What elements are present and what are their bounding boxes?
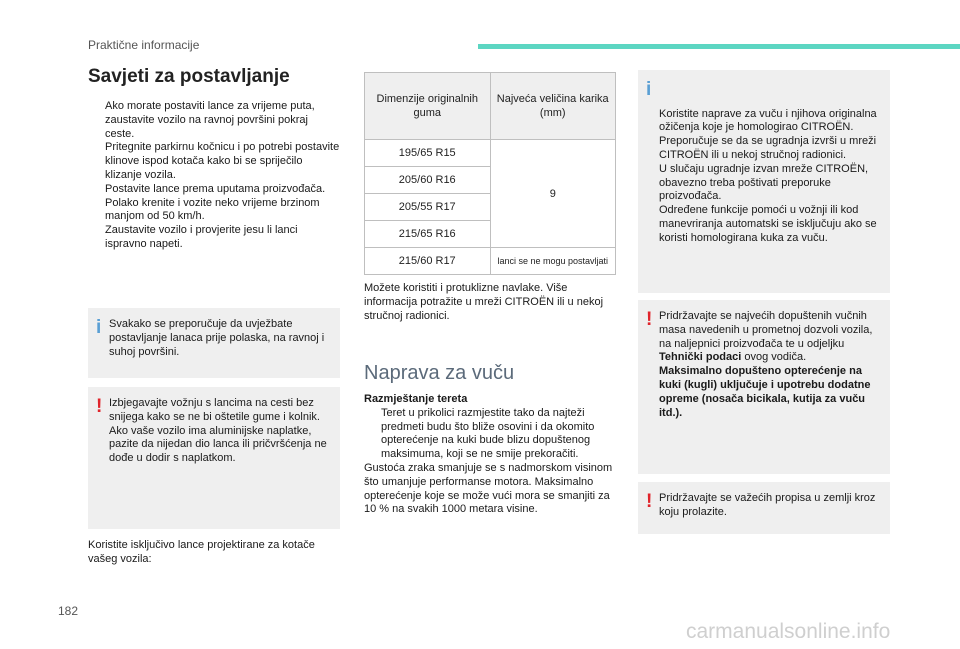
table-row bbox=[365, 140, 616, 167]
watermark: carmanualsonline.info bbox=[686, 620, 891, 643]
tow-section bbox=[364, 393, 620, 517]
snow-sock-note: Možete koristiti i protuklizne navlake. Više informacija potražite u mreži CITROËN ili u nekoj stručnoj radionici. bbox=[364, 282, 604, 322]
link-size-cell: 9 bbox=[490, 140, 616, 248]
table-header-row bbox=[365, 73, 616, 140]
info-box-practice: i Svakako se preporučuje da uvježbate postavljanje lanaca prije polaska, na ravnoj i suhoj površini. bbox=[88, 308, 340, 378]
info-icon: i bbox=[646, 79, 652, 100]
warning-box-chains: ! Izbjegavajte vožnju s lancima na cesti bez snijega kako se ne bi oštetile gume i kolnik. Ako vaše vozilo ima aluminijske naplatke, pazite da nijedan dio lanca ili pričvršćenja ne dođe u dodir s naplatkom. bbox=[88, 387, 340, 529]
list-item: Ako morate postaviti lance za vrijeme puta, zaustavite vozilo na ravnoj površini pokraj ceste. bbox=[105, 100, 315, 140]
header-accent-bar bbox=[478, 44, 960, 49]
tire-size-cell: 195/65 R15 bbox=[365, 140, 491, 167]
tire-size-cell: 215/60 R17 bbox=[365, 248, 491, 275]
list-item: Teret u prikolici razmjestite tako da najteži predmeti budu što bliže osovini i da okomito opterećenje na kuki bude blizu dopuštenog maksimuma, koji se ne smije prekoračiti. bbox=[381, 406, 595, 461]
tire-size-cell: 215/65 R16 bbox=[365, 221, 491, 248]
column-header-link-size: Najveća veličina karika (mm) bbox=[490, 73, 616, 140]
tire-chain-table bbox=[364, 72, 616, 275]
page-title: Savjeti za postavljanje bbox=[88, 66, 290, 87]
section-label: Praktične informacije bbox=[88, 38, 200, 52]
warning-icon: ! bbox=[646, 309, 653, 330]
table-row bbox=[365, 248, 616, 275]
tow-altitude-text: Gustoća zraka smanjuje se s nadmorskom visinom što umanjuje performanse motora. Maksimalno opterećenje koje se može vući mora se smanjiti za 10 % na svakih 1000 metara visine. bbox=[364, 461, 613, 516]
installation-tips-list bbox=[88, 100, 340, 252]
tire-size-cell: 205/60 R16 bbox=[365, 167, 491, 194]
technical-data-ref: Tehnički podaci bbox=[659, 351, 742, 364]
warning-box-towing-mass: ! Pridržavajte se najvećih dopuštenih vučnih masa navedenih u prometnoj dozvoli vozila, na naljepnici proizvođača te u odjeljku Tehnički podaci ovog vodiča. Maksimalno dopušteno opterećenje na kuki (kugli) uključuje i upotrebu dodatne opreme (nosača bicikala, kutija za vuču itd.). bbox=[638, 300, 890, 474]
list-item: Zaustavite vozilo i provjerite jesu li lanci ispravno napeti. bbox=[105, 224, 298, 250]
tow-subtitle: Razmještanje tereta bbox=[364, 393, 468, 405]
info-box-towbar: i Koristite naprave za vuču i njihova originalna ožičenja koje je homologirao CITROËN. Preporučuje se da se ugradnja izvrši u mreži CITROËN ili u nekoj stručnoj radionici. U slučaju ugradnje izvan mreže CITROËN, obavezno treba poštivati preporuke proizvođača. Određene funkcije pomoći u vožnji ili kod manevriranja automatski se isključuju ako se koristi homologirana kuka za vuču. bbox=[638, 70, 890, 293]
chains-note: Koristite isključivo lance projektirane za kotače vašeg vozila: bbox=[88, 539, 315, 565]
link-size-cell: lanci se ne mogu postavljati bbox=[490, 248, 616, 275]
warning-box-regulations: ! Pridržavajte se važećih propisa u zemlji kroz koju prolazite. bbox=[638, 482, 890, 534]
tire-size-cell: 205/55 R17 bbox=[365, 194, 491, 221]
list-item: Pritegnite parkirnu kočnicu i po potrebi postavite klinove ispod kotača kako bi se spriječilo klizanje vozila. bbox=[105, 141, 340, 181]
tow-section-title: Naprava za vuču bbox=[364, 362, 515, 384]
page-number: 182 bbox=[58, 604, 79, 618]
list-item: Polako krenite i vozite neko vrijeme brzinom manjom od 50 km/h. bbox=[105, 196, 320, 223]
list-item: Postavite lance prema uputama proizvođača. bbox=[105, 182, 326, 195]
column-header-tire-size: Dimenzije originalnih guma bbox=[365, 73, 491, 140]
info-icon: i bbox=[96, 317, 102, 338]
warning-icon: ! bbox=[96, 396, 103, 417]
warning-icon: ! bbox=[646, 491, 653, 512]
